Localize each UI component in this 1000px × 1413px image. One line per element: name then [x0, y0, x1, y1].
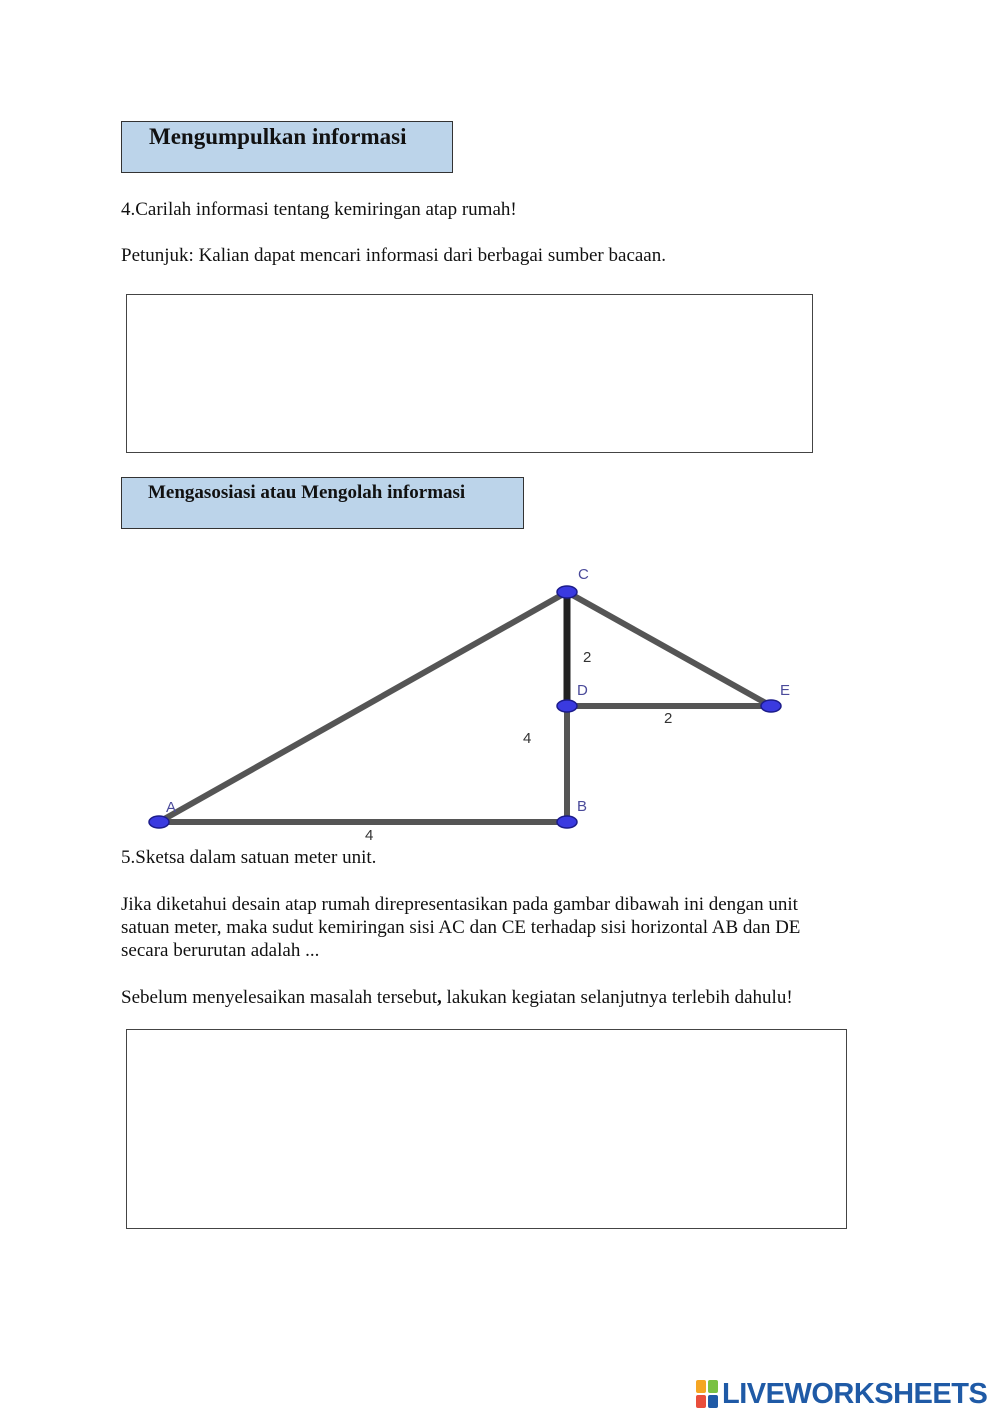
segment-AC	[159, 592, 567, 822]
section-title: Mengasosiasi atau Mengolah informasi	[148, 482, 466, 503]
liveworksheets-logo-icon	[696, 1380, 718, 1408]
label-D: D	[577, 682, 588, 699]
question-4-text: 4.Carilah informasi tentang kemiringan atap rumah!	[121, 199, 517, 220]
label-A: A	[166, 799, 177, 816]
point-E	[761, 700, 781, 712]
instruction-comma: ,	[437, 987, 442, 1008]
question-5-instruction	[121, 986, 851, 1009]
answer-box-question-5[interactable]	[126, 1029, 847, 1229]
logo-square-3	[696, 1395, 706, 1408]
section-header-collecting-info	[121, 121, 453, 173]
point-C	[557, 586, 577, 598]
length-DC: 2	[583, 649, 592, 666]
label-E: E	[780, 682, 791, 699]
point-D	[557, 700, 577, 712]
brand-name: LIVEWORKSHEETS	[722, 1377, 988, 1410]
question-5-caption: 5.Sketsa dalam satuan meter unit.	[121, 847, 377, 868]
label-C: C	[578, 566, 589, 583]
length-DE: 2	[664, 710, 673, 727]
roof-geometry-figure	[120, 555, 840, 850]
question-4-hint: Petunjuk: Kalian dapat mencari informasi dari berbagai sumber bacaan.	[121, 245, 666, 266]
logo-square-4	[708, 1395, 718, 1408]
point-A	[149, 816, 169, 828]
length-BD: 4	[523, 730, 532, 747]
segment-CE	[567, 592, 771, 706]
instruction-part-2: lakukan kegiatan selanjutnya terlebih dahulu!	[441, 987, 793, 1008]
logo-square-2	[708, 1380, 718, 1393]
label-B: B	[577, 798, 588, 815]
length-AB: 4	[365, 827, 374, 844]
liveworksheets-logo	[696, 1376, 987, 1412]
section-title: Mengumpulkan informasi	[149, 124, 407, 149]
section-header-processing-info	[121, 477, 524, 529]
point-B	[557, 816, 577, 828]
logo-square-1	[696, 1380, 706, 1393]
answer-box-question-4[interactable]	[126, 294, 813, 453]
question-5-body: Jika diketahui desain atap rumah direpresentasikan pada gambar dibawah ini dengan unit satuan meter, maka sudut kemiringan sisi AC dan CE terhadap sisi horizontal AB dan DE secara berurutan adalah ...	[121, 894, 801, 961]
instruction-part-1: Sebelum menyelesaikan masalah tersebut	[121, 987, 438, 1008]
